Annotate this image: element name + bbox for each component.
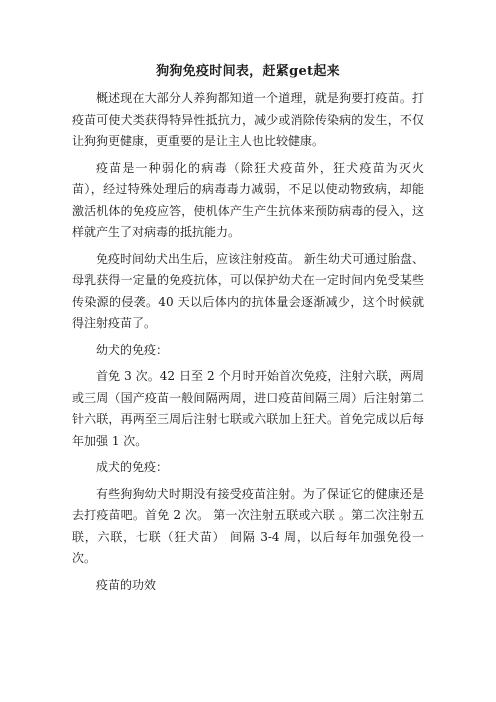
heading-puppy-immunization: 幼犬的免疫：: [96, 342, 169, 357]
heading-adult-immunization: 成犬的免疫：: [96, 460, 169, 474]
paragraph-puppy-schedule: 首免 3 次。42 日至 2 个月时开始首次免疫，注射六联，两周或三周（国产疫苗一般间隔两周，进口疫苗间隔三周）后注射第二针六联，再两至三周后注射七联或六联加上狂犬。首免完成以后每年加强 1 次。: [72, 369, 424, 448]
paragraph-vaccine-definition: 疫苗是一种弱化的病毒（除狂犬疫苗外，狂犬疫苗为灭火苗），经过特殊处理后的病毒毒力减弱，不足以使动物致病，却能激活机体的免疫应答，使机体产生产生抗体来预防病毒的侵入，这样就产生了对病毒的抵抗能力。: [72, 160, 424, 239]
paragraph-adult-schedule: 有些狗狗幼犬时期没有接受疫苗注射。为了保证它的健康还是去打疫苗吧。首免 2 次。 第一次注射五联或六联 。第二次注射五联，六联，七联（狂犬苗） 间隔 3-4 周，以后每年加强免役一次。: [72, 486, 424, 565]
paragraph-immunization-timing: 免疫时间幼犬出生后，应该注射疫苗。 新生幼犬可通过胎盘、母乳获得一定量的免疫抗体，可以保护幼犬在一定时间内免受某些传染源的侵袭。40 天以后体内的抗体量会逐渐减少，这个时候就得注射疫苗了。: [72, 251, 424, 330]
paragraph-overview: 概述现在大部分人养狗都知道一个道理，就是狗要打疫苗。打疫苗可使犬类获得特异性抵抗力，减少或消除传染病的发生，不仅让狗狗更健康，更重要的是让主人也比较健康。: [72, 91, 424, 148]
heading-vaccine-efficacy: 疫苗的功效: [96, 577, 157, 592]
document-title: 狗狗免疫时间表，赶紧get起来: [156, 64, 340, 79]
